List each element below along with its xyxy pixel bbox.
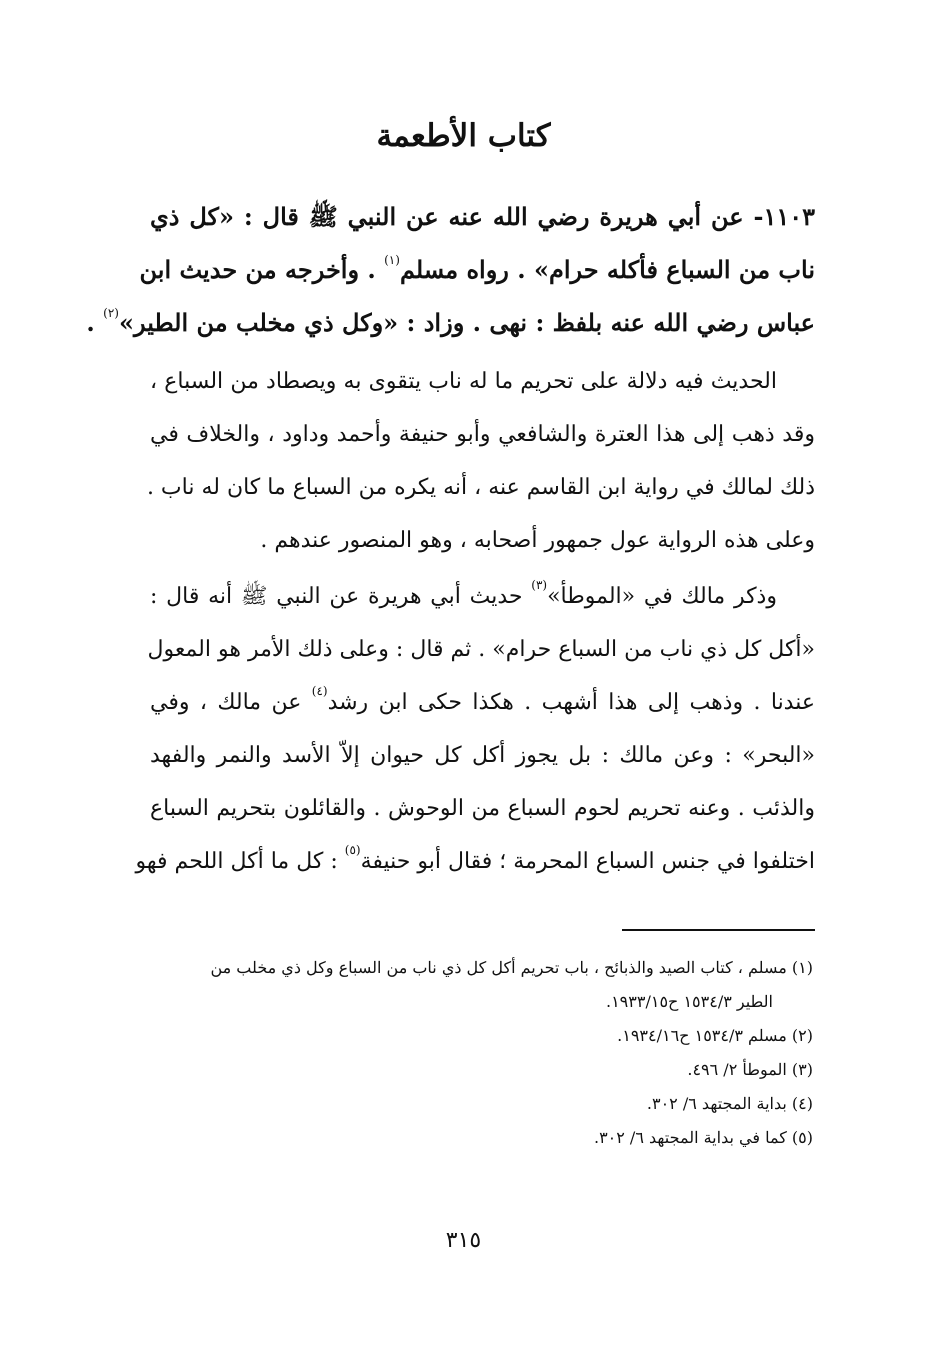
para2-line-6: اختلفوا في جنس السباع المحرمة ؛ فقال أبو حنيفة$^{(٥)}$ : كل ما أكل اللحم فهو	[135, 843, 815, 874]
footnote-ref-5: (٥)	[344, 843, 361, 857]
para2-line-2: «أكل كل ذي ناب من السباع حرام» . ثم قال : وعلى ذلك الأمر هو المعول	[147, 637, 815, 662]
para2-line-5: والذئب . وعنه تحريم لحوم السباع من الوحوش . والقائلون بتحريم السباع	[150, 796, 815, 821]
chapter-title: كتاب الأطعمة	[376, 118, 551, 154]
hadith-line-2: ناب من السباع فأكله حرام» . رواه مسلم$^{(١)}$ . وأخرجه من حديث ابن	[139, 253, 815, 284]
footnote-ref-1: (١)	[384, 253, 400, 267]
footnote-separator	[622, 929, 815, 931]
para2-line-4: «البحر» : وعن مالك : بل يجوز أكل كل حيوان إلاّ الأسد والنمر والفهد	[150, 743, 815, 768]
page-number: ٣١٥	[445, 1228, 482, 1253]
footnote-1: (١) مسلم ، كتاب الصيد والذبائح ، باب تحريم أكل كل ذي ناب من السباع وكل ذي مخلب من	[210, 958, 813, 977]
footnote-1-continued: الطير ١٥٣٤/٣ ح١٩٣٣/١٥.	[605, 992, 773, 1011]
para2-line-1: وذكر مالك في «الموطأ»$^{(٣)}$ حديث أبي هريرة عن النبي ﷺ أنه قال :	[150, 578, 777, 609]
para1-line-3: ذلك لمالك في رواية ابن القاسم عنه ، أنه يكره من السباع ما كان له ناب .	[146, 475, 815, 500]
commentary-paragraph-1	[146, 355, 815, 567]
commentary-paragraph-2	[135, 570, 815, 888]
footnote-2: (٢) مسلم ١٥٣٤/٣ ح١٩٣٤/١٦.	[617, 1026, 813, 1045]
hadith-line-1: ١١٠٣- عن أبي هريرة رضي الله عنه عن النبي ﷺ قال : «كل ذي	[150, 202, 815, 231]
footnote-ref-4: (٤)	[311, 684, 328, 698]
para1-line-4: وعلى هذه الرواية عول جمهور أصحابه ، وهو المنصور عندهم .	[260, 528, 815, 553]
para2-line-3: عندنا . وذهب إلى هذا أشهب . هكذا حكى ابن رشد$^{(٤)}$ عن مالك ، وفي	[150, 684, 815, 715]
footnote-3: (٣) الموطأ ٢/ ٤٩٦.	[687, 1060, 813, 1079]
para1-line-1: الحديث فيه دلالة على تحريم ما له ناب يتقوى به ويصطاد من السباع ،	[150, 369, 777, 394]
footnotes	[148, 951, 813, 1155]
footnote-ref-2: (٢)	[103, 306, 119, 320]
footnote-5: (٥) كما في بداية المجتهد ٦/ ٣٠٢.	[593, 1128, 813, 1147]
para1-line-2: وقد ذهب إلى هذا العترة والشافعي وأبو حنيفة وأحمد وداود ، والخلاف في	[150, 422, 815, 447]
hadith-line-3: عباس رضي الله عنه بلفظ : نهى . وزاد : «وكل ذي مخلب من الطير»$^{(٢)}$ .	[86, 306, 815, 337]
hadith-text	[86, 190, 815, 349]
footnote-4: (٤) بداية المجتهد ٦/ ٣٠٢.	[646, 1094, 813, 1113]
footnote-ref-3: (٣)	[531, 578, 548, 592]
